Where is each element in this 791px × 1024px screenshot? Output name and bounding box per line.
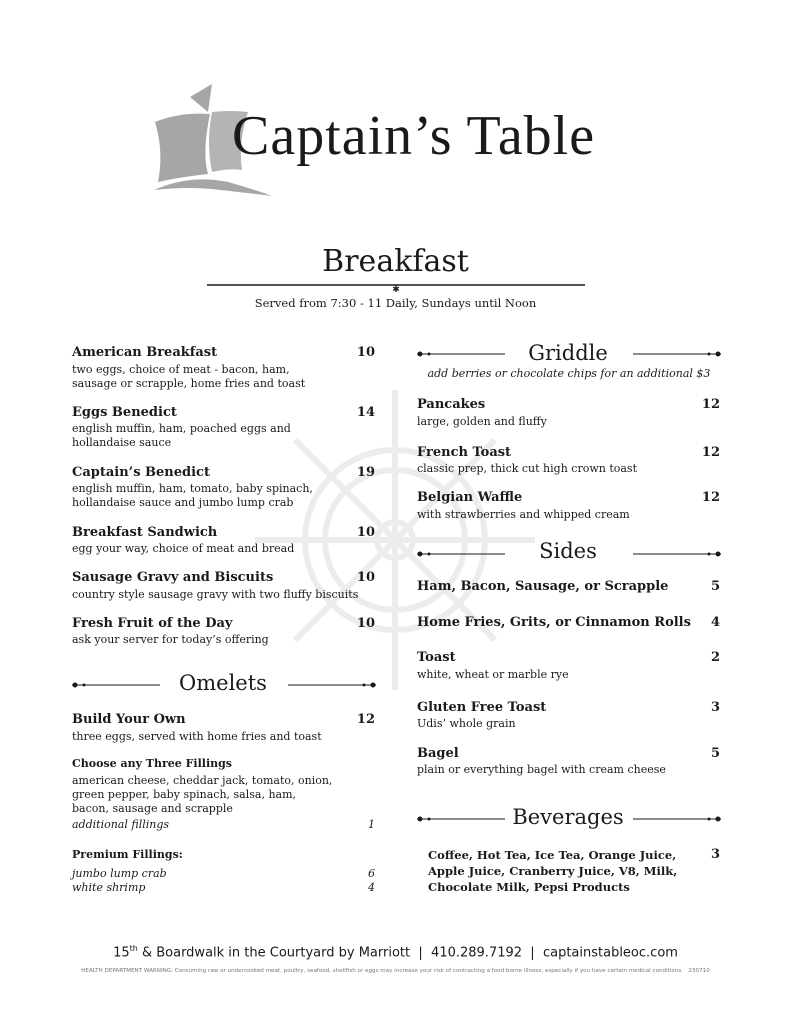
menu-item-price: 5 xyxy=(710,579,720,594)
menu-item-price: 10 xyxy=(356,570,375,585)
section-title-beverages: Beverages xyxy=(512,805,624,829)
menu-item-price: 10 xyxy=(356,616,375,631)
menu-item-price: 4 xyxy=(710,615,720,630)
menu-item-name: Ham, Bacon, Sausage, or Scrapple xyxy=(417,579,669,594)
section-divider-right xyxy=(633,550,721,558)
fillings-label: Choose any Three Fillings xyxy=(72,757,233,770)
footer-street-number: 15 xyxy=(113,945,130,961)
footer-separator: | xyxy=(530,945,535,961)
menu-item-desc: Udis’ whole grain xyxy=(417,717,516,730)
footer-address: & Boardwalk in the Courtyard by Marriott xyxy=(137,945,411,961)
menu-item-desc: egg your way, choice of meat and bread xyxy=(72,542,295,555)
menu-item-desc: sausage or scrapple, home fries and toast xyxy=(72,377,306,390)
menu-item-name: Breakfast Sandwich xyxy=(72,525,218,540)
menu-item-price: 12 xyxy=(701,445,720,460)
menu-item-name: Fresh Fruit of the Day xyxy=(72,616,233,631)
menu-item-name: Build Your Own xyxy=(72,712,186,727)
beverages-line: Chocolate Milk, Pepsi Products xyxy=(428,880,630,894)
menu-item-desc: two eggs, choice of meat - bacon, ham, xyxy=(72,363,290,376)
section-divider-left xyxy=(417,815,505,823)
fillings-line: bacon, sausage and scrapple xyxy=(72,802,233,815)
menu-item-name: Pancakes xyxy=(417,397,486,412)
menu-item-name: Gluten Free Toast xyxy=(417,700,547,715)
section-divider-right xyxy=(633,350,721,358)
fillings-line: green pepper, baby spinach, salsa, ham, xyxy=(72,788,297,801)
menu-item-name: Toast xyxy=(417,650,456,665)
menu-item-price: 19 xyxy=(356,465,375,480)
menu-item-price: 12 xyxy=(356,712,375,727)
menu-item-price: 3 xyxy=(710,700,720,715)
section-title-sides: Sides xyxy=(539,539,597,563)
menu-item-name: French Toast xyxy=(417,445,512,460)
beverages-line: Coffee, Hot Tea, Ice Tea, Orange Juice, xyxy=(428,848,677,862)
page-title: Breakfast xyxy=(322,244,469,279)
menu-item-name: Sausage Gravy and Biscuits xyxy=(72,570,274,585)
menu-item-name: Eggs Benedict xyxy=(72,405,177,420)
menu-item-price: 5 xyxy=(710,746,720,761)
menu-item-name: Home Fries, Grits, or Cinnamon Rolls xyxy=(417,615,691,630)
footer-phone[interactable]: 410.289.7192 xyxy=(431,945,523,961)
title-divider xyxy=(207,283,585,293)
footer-separator: | xyxy=(418,945,423,961)
menu-item-desc: white, wheat or marble rye xyxy=(417,668,569,681)
health-warning xyxy=(0,968,791,974)
menu-item-price: 2 xyxy=(710,650,720,665)
menu-item-name: Bagel xyxy=(417,746,459,761)
premium-filling-name: white shrimp xyxy=(72,881,146,894)
menu-item-price: 12 xyxy=(701,397,720,412)
section-divider-right xyxy=(633,815,721,823)
menu-item-desc: with strawberries and whipped cream xyxy=(417,508,630,521)
menu-item-desc: ask your server for today’s offering xyxy=(72,633,269,646)
premium-filling-price: 6 xyxy=(368,867,375,880)
section-divider-left xyxy=(417,350,505,358)
served-hours: Served from 7:30 - 11 Daily, Sundays until Noon xyxy=(254,296,537,310)
beverages-price: 3 xyxy=(710,847,720,862)
menu-item-desc: large, golden and fluffy xyxy=(417,415,547,428)
menu-item-desc: plain or everything bagel with cream cheese xyxy=(417,763,666,776)
menu-item-desc: hollandaise sauce and jumbo lump crab xyxy=(72,496,294,509)
footer-contact xyxy=(0,944,791,960)
brand-name: Captain’s Table xyxy=(232,105,596,167)
premium-filling-name: jumbo lump crab xyxy=(72,867,167,880)
premium-fillings-label: Premium Fillings: xyxy=(72,848,183,861)
beverages-line: Apple Juice, Cranberry Juice, V8, Milk, xyxy=(428,864,678,878)
section-divider-right xyxy=(288,681,376,689)
premium-filling-price: 4 xyxy=(368,881,375,894)
document-code: 230710 xyxy=(688,968,710,974)
footer-ordinal: th xyxy=(129,944,138,953)
fillings-line: american cheese, cheddar jack, tomato, onion, xyxy=(72,774,333,787)
section-title-omelets: Omelets xyxy=(179,671,267,695)
menu-item-desc: english muffin, ham, poached eggs and xyxy=(72,422,291,435)
section-divider-left xyxy=(72,681,160,689)
svg-text:✱: ✱ xyxy=(392,285,400,293)
menu-item-desc: english muffin, ham, tomato, baby spinach, xyxy=(72,482,313,495)
griddle-note: add berries or chocolate chips for an additional $3 xyxy=(427,367,711,380)
menu-item-name: Belgian Waffle xyxy=(417,490,523,505)
footer-website-link[interactable]: captainstableoc.com xyxy=(542,945,678,961)
menu-item-desc: three eggs, served with home fries and toast xyxy=(72,730,322,743)
menu-item-desc: hollandaise sauce xyxy=(72,436,172,449)
section-title-griddle: Griddle xyxy=(528,341,608,365)
additional-fillings-price: 1 xyxy=(368,818,375,831)
health-warning-text: HEALTH DEPARTMENT WARNING: Consuming raw or undercooked meat, poultry, seafood, shellfish or eggs may increase your risk of contracting a food borne illness, especially if you have certain medical conditions. xyxy=(81,968,684,974)
menu-item-name: American Breakfast xyxy=(72,345,218,360)
section-divider-left xyxy=(417,550,505,558)
menu-item-price: 10 xyxy=(356,345,375,360)
menu-item-name: Captain’s Benedict xyxy=(72,465,210,480)
menu-item-price: 10 xyxy=(356,525,375,540)
menu-item-desc: classic prep, thick cut high crown toast xyxy=(417,462,637,475)
menu-item-price: 12 xyxy=(701,490,720,505)
menu-item-desc: country style sausage gravy with two fluffy biscuits xyxy=(72,588,359,601)
additional-fillings: additional fillings xyxy=(72,818,170,831)
menu-item-price: 14 xyxy=(356,405,375,420)
